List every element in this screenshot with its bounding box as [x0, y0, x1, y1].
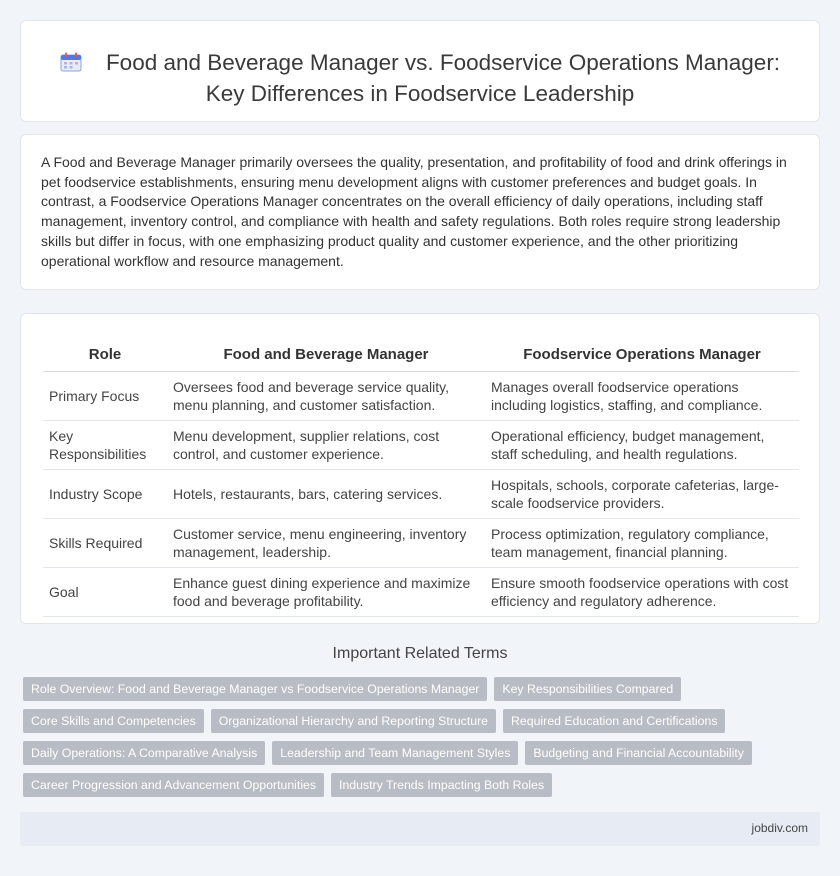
- calendar-icon: [60, 49, 82, 69]
- header-food-beverage-manager: Food and Beverage Manager: [167, 334, 485, 371]
- table-row: [43, 469, 799, 518]
- tag-link[interactable]: Required Education and Certifications: [503, 709, 725, 733]
- cell-food-beverage: Oversees food and beverage service quality, menu planning, and customer satisfaction.: [167, 371, 485, 420]
- cell-foodservice-operations: Process optimization, regulatory compliance, team management, financial planning.: [485, 518, 799, 567]
- intro-paragraph: A Food and Beverage Manager primarily oversees the quality, presentation, and profitability of food and drink offerings in pet foodservice establishments, ensuring menu development aligns with customer preferences and budget goals. In contrast, a Foodservice Operations Manager concentrates on the overall efficiency of daily operations, including staff management, inventory control, and compliance with health and safety regulations. Both roles require strong leadership skills but differ in focus, with one emphasizing product quality and customer experience, and the other prioritizing operational workflow and resource management.: [41, 154, 787, 269]
- tag-link[interactable]: Role Overview: Food and Beverage Manager vs Foodservice Operations Manager: [23, 677, 487, 701]
- tag-link[interactable]: Budgeting and Financial Accountability: [525, 741, 752, 765]
- tag-link[interactable]: Daily Operations: A Comparative Analysis: [23, 741, 265, 765]
- intro-card: [20, 134, 820, 290]
- comparison-table: [43, 334, 799, 617]
- cell-food-beverage: Enhance guest dining experience and maximize food and beverage profitability.: [167, 567, 485, 616]
- cell-foodservice-operations: Ensure smooth foodservice operations with cost efficiency and regulatory adherence.: [485, 567, 799, 616]
- cell-foodservice-operations: Hospitals, schools, corporate cafeterias, large-scale foodservice providers.: [485, 469, 799, 518]
- cell-foodservice-operations: Manages overall foodservice operations including logistics, staffing, and compliance.: [485, 371, 799, 420]
- row-label: Primary Focus: [43, 371, 167, 420]
- tag-row: [23, 709, 823, 741]
- row-label: Skills Required: [43, 518, 167, 567]
- title-line-2: Key Differences in Foodservice Leadership: [205, 81, 635, 106]
- cell-foodservice-operations: Operational efficiency, budget management, staff scheduling, and health regulations.: [485, 420, 799, 469]
- header-role: Role: [43, 334, 167, 371]
- cell-food-beverage: Hotels, restaurants, bars, catering services.: [167, 469, 485, 518]
- page-title: [21, 47, 819, 109]
- related-terms-title: Important Related Terms: [332, 645, 508, 662]
- row-label: Industry Scope: [43, 469, 167, 518]
- row-label: Key Responsibilities: [43, 420, 167, 469]
- table-row: [43, 420, 799, 469]
- row-label: Goal: [43, 567, 167, 616]
- tag-row: [23, 677, 823, 709]
- tag-link[interactable]: Leadership and Team Management Styles: [272, 741, 518, 765]
- table-row: [43, 567, 799, 616]
- tag-link[interactable]: Career Progression and Advancement Opportunities: [23, 773, 324, 797]
- tag-link[interactable]: Industry Trends Impacting Both Roles: [331, 773, 552, 797]
- footer-site-link[interactable]: jobdiv.com: [751, 821, 808, 835]
- tag-link[interactable]: Core Skills and Competencies: [23, 709, 204, 733]
- tag-link[interactable]: Organizational Hierarchy and Reporting Structure: [211, 709, 496, 733]
- tag-link[interactable]: Key Responsibilities Compared: [494, 677, 681, 701]
- comparison-table-card: [20, 313, 820, 624]
- tag-row: [23, 741, 823, 773]
- header-card: [20, 20, 820, 122]
- title-line-1: Food and Beverage Manager vs. Foodservice Operations Manager:: [105, 50, 781, 75]
- cell-food-beverage: Menu development, supplier relations, cost control, and customer experience.: [167, 420, 485, 469]
- table-header-row: [43, 334, 799, 371]
- header-foodservice-operations-manager: Foodservice Operations Manager: [485, 334, 799, 371]
- table-row: [43, 518, 799, 567]
- cell-food-beverage: Customer service, menu engineering, inventory management, leadership.: [167, 518, 485, 567]
- related-terms-tags: [23, 677, 823, 805]
- tag-row: [23, 773, 823, 805]
- table-row: [43, 371, 799, 420]
- footer: [20, 812, 820, 846]
